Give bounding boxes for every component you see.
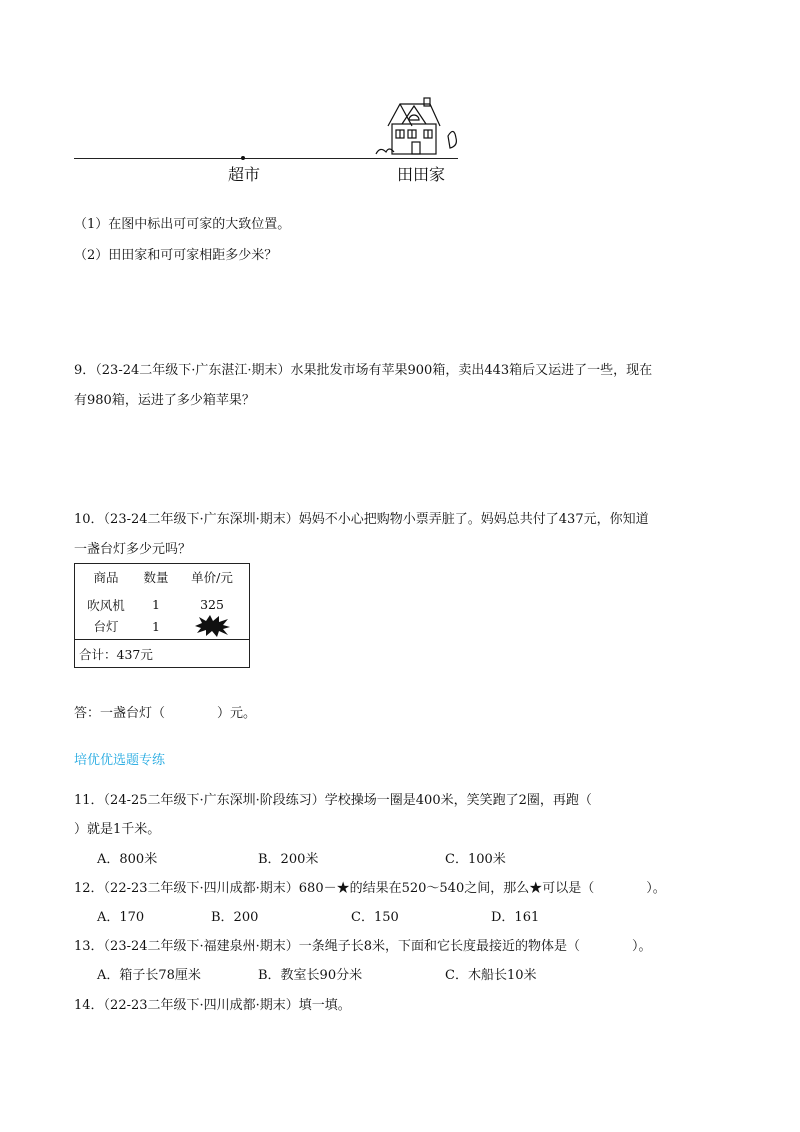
q13-option-c: C．木船长10米	[445, 968, 537, 983]
receipt-total-row	[75, 640, 250, 668]
receipt-header-item: 商品	[93, 569, 119, 585]
section-title: 培优优选题专练	[74, 753, 166, 768]
q13-option-a: A．箱子长78厘米	[97, 968, 201, 983]
road-line	[74, 158, 458, 159]
receipt-header-price: 单价/元	[191, 569, 233, 585]
shopping-receipt	[74, 563, 250, 668]
q10-line2: 一盏台灯多少元吗？	[74, 542, 192, 557]
receipt-row	[75, 614, 250, 640]
q11-option-a: A．800米	[97, 852, 158, 867]
q12-option-a: A．170	[97, 910, 145, 925]
receipt-header-qty: 数量	[143, 569, 169, 585]
q12-line1: 12．（22-23二年级下·四川成都·期末）680－★的结果在520～540之间，那么★可以是（ ）。	[74, 881, 666, 896]
receipt-price-smudge	[175, 614, 250, 640]
receipt-item: 台灯	[93, 619, 119, 635]
receipt-total: 合计：437元	[79, 646, 153, 662]
ink-smudge-icon	[193, 614, 231, 638]
q11-option-b: B．200米	[258, 852, 319, 867]
q11-line1: 11．（24-25二年级下·广东深圳·阶段练习）学校操场一圈是400米，笑笑跑了2圈，再跑（	[74, 793, 592, 808]
q13-option-b: B．教室长90分米	[258, 968, 363, 983]
receipt-header-row	[75, 564, 250, 590]
receipt-row	[75, 590, 250, 614]
q12-option-d: D．161	[491, 910, 540, 925]
q10-line1: 10．（23-24二年级下·广东深圳·期末）妈妈不小心把购物小票弄脏了。妈妈总共付了437元，你知道	[74, 512, 649, 527]
supermarket-point	[241, 156, 245, 160]
q11-line2: ）就是1千米。	[74, 822, 161, 837]
receipt-price: 325	[200, 597, 224, 612]
receipt-qty: 1	[152, 618, 160, 634]
supermarket-label: 超市	[228, 165, 261, 184]
q14-line1: 14．（22-23二年级下·四川成都·期末）填一填。	[74, 998, 351, 1013]
receipt-qty: 1	[152, 597, 160, 612]
q11-option-c: C．100米	[445, 852, 506, 867]
tiantian-home-label: 田田家	[397, 165, 446, 184]
q12-option-c: C．150	[351, 910, 399, 925]
q9-line1: 9．（23-24二年级下·广东湛江·期末）水果批发市场有苹果900箱，卖出443箱后又运进了一些，现在	[74, 363, 653, 378]
receipt-item: 吹风机	[87, 597, 125, 613]
q10-answer: 答：一盏台灯（ ）元。	[74, 706, 257, 721]
q13-line1: 13．（23-24二年级下·福建泉州·期末）一条绳子长8米，下面和它长度最接近的物体是（ ）。	[74, 939, 652, 954]
house-icon	[372, 96, 462, 156]
q8-sub2: （2）田田家和可可家相距多少米？	[74, 248, 278, 263]
q8-sub1: （1）在图中标出可可家的大致位置。	[74, 217, 291, 232]
q9-line2: 有980箱，运进了多少箱苹果？	[74, 393, 255, 408]
q12-option-b: B．200	[211, 910, 259, 925]
